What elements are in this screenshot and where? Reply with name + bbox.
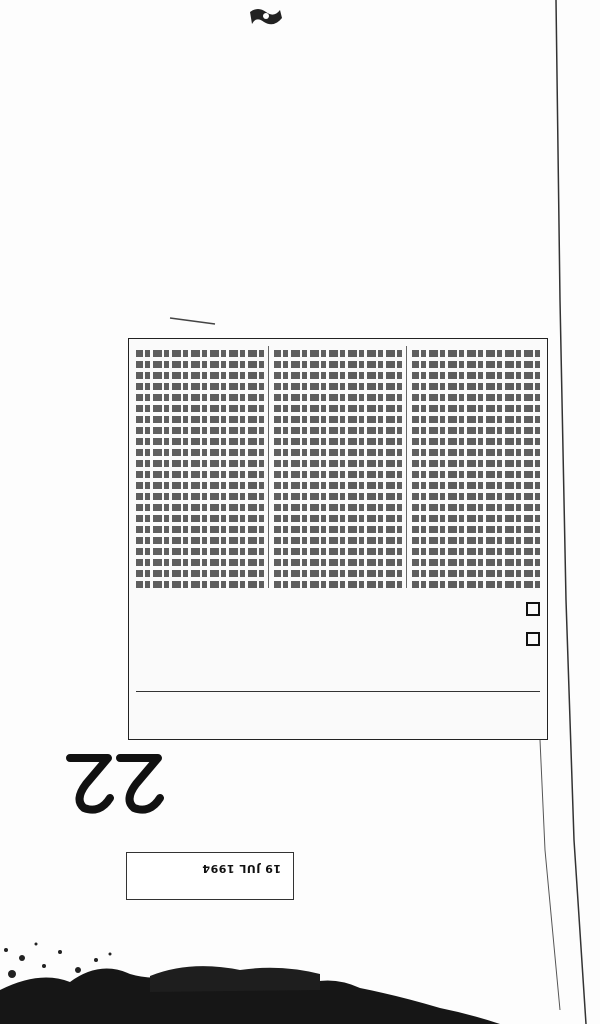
text-line (136, 416, 264, 423)
archive-stamp (126, 852, 294, 900)
text-line (412, 438, 540, 445)
article-body (136, 346, 540, 588)
clipping-bullet-1 (136, 626, 540, 652)
text-line (136, 504, 264, 511)
text-line (136, 394, 264, 401)
text-line (136, 493, 264, 500)
text-line (136, 515, 264, 522)
text-line (412, 559, 540, 566)
text-line (412, 372, 540, 379)
column-divider (268, 346, 269, 588)
text-line (412, 383, 540, 390)
text-line (136, 438, 264, 445)
text-line (274, 559, 402, 566)
text-line (274, 350, 402, 357)
text-line (136, 548, 264, 555)
article-column-2 (274, 346, 402, 588)
text-line (412, 449, 540, 456)
clipping-content (128, 338, 548, 740)
text-line (274, 581, 402, 588)
article-column-1 (412, 346, 540, 588)
text-line (136, 460, 264, 467)
text-line (412, 460, 540, 467)
text-line (136, 405, 264, 412)
text-line (274, 504, 402, 511)
text-line (412, 493, 540, 500)
text-line (274, 515, 402, 522)
text-line (136, 427, 264, 434)
text-line (412, 537, 540, 544)
text-line (136, 581, 264, 588)
checkbox-square-icon (526, 632, 540, 646)
text-line (274, 438, 402, 445)
text-line (136, 361, 264, 368)
text-line (136, 482, 264, 489)
text-line (274, 427, 402, 434)
column-divider (406, 346, 407, 588)
handwritten-number-text: 22 (60, 746, 62, 747)
text-line (274, 537, 402, 544)
text-line (412, 350, 540, 357)
text-line (412, 570, 540, 577)
paper-clip-icon (246, 4, 286, 32)
text-line (412, 482, 540, 489)
text-line (136, 526, 264, 533)
text-line (274, 471, 402, 478)
text-line (136, 471, 264, 478)
clipping-headline (136, 691, 540, 732)
text-line (274, 405, 402, 412)
text-line (274, 570, 402, 577)
text-line (136, 537, 264, 544)
text-line (412, 504, 540, 511)
text-line (274, 526, 402, 533)
checkbox-square-icon (526, 602, 540, 616)
text-line (412, 394, 540, 401)
text-line (136, 559, 264, 566)
text-line (412, 427, 540, 434)
text-line (412, 471, 540, 478)
stamp-date: 19 JUL 1994 (201, 862, 281, 875)
text-line (412, 361, 540, 368)
text-line (274, 449, 402, 456)
text-line (274, 548, 402, 555)
text-line (412, 405, 540, 412)
text-line (136, 449, 264, 456)
torn-edge-shadow (0, 930, 600, 1024)
text-line (136, 383, 264, 390)
text-line (412, 581, 540, 588)
scan-mark (170, 318, 215, 324)
text-line (274, 482, 402, 489)
text-line (274, 372, 402, 379)
text-line (274, 493, 402, 500)
clipping-bullet-2 (136, 596, 540, 622)
text-line (412, 416, 540, 423)
text-line (274, 383, 402, 390)
handwritten-page-number (60, 746, 170, 818)
text-line (136, 350, 264, 357)
text-line (412, 548, 540, 555)
publication-name-text (376, 876, 486, 902)
text-line (274, 394, 402, 401)
text-line (412, 526, 540, 533)
text-line (274, 416, 402, 423)
text-line (412, 515, 540, 522)
text-line (136, 372, 264, 379)
newspaper-clipping (128, 338, 548, 740)
publication-name (376, 876, 486, 902)
text-line (136, 570, 264, 577)
text-line (274, 361, 402, 368)
clipping-subheadline (136, 658, 540, 688)
article-column-3 (136, 346, 264, 588)
text-line (274, 460, 402, 467)
